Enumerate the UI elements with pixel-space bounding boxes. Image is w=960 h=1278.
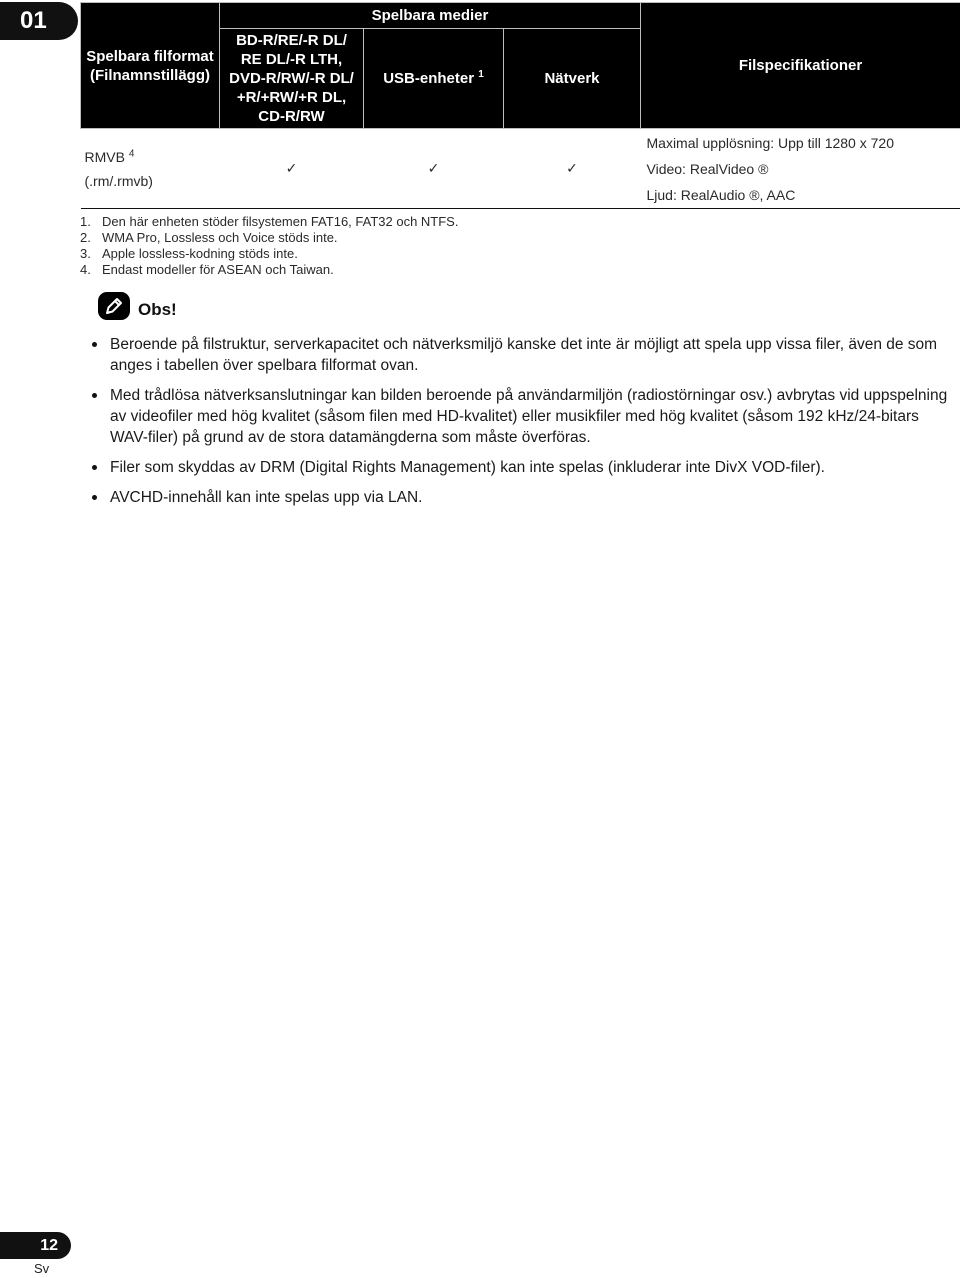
bullet-dot xyxy=(92,393,97,398)
note-title: Obs! xyxy=(138,300,177,319)
note-bullet-text: Beroende på filstruktur, serverkapacitet och nätverksmiljö kanske det inte är möjligt att spela upp vissa filer, även de som anges i tabellen över spelbara filformat ovan. xyxy=(110,336,938,374)
note-bullet-item xyxy=(92,457,956,478)
footnote-number: 2. xyxy=(80,230,91,245)
footnote-text: Apple lossless-kodning stöds inte. xyxy=(102,246,298,261)
bullet-dot xyxy=(92,465,97,470)
page-language: Sv xyxy=(34,1261,50,1276)
bullet-dot xyxy=(92,342,97,347)
footnote-number: 3. xyxy=(80,246,91,261)
disc-header: BD-R/RE/-R DL/ RE DL/-R LTH, DVD-R/RW/-R DL/ +R/+RW/+R DL, CD-R/RW xyxy=(220,29,364,129)
format-header: Spelbara filformat (Filnamnstillägg) xyxy=(81,3,220,129)
footnote-number: 1. xyxy=(80,214,91,229)
spec-video: Video: RealVideo ® xyxy=(646,160,769,177)
usb-header xyxy=(364,29,504,129)
spec-resolution: Maximal upplösning: Upp till 1280 x 720 xyxy=(646,134,894,151)
footnote-item xyxy=(80,262,458,278)
note-bullet-text: Med trådlösa nätverksanslutningar kan bilden beroende på användarmiljön (radiostörningar osv.) avbrytas vid uppspelning av videofiler med hög kvalitet (såsom filen med HD-kvalitet) eller musikfiler med hög kvalitet (såsom 192 kHz/24-bitars WAV-filer) på grund av de stora datamängderna som måste överföras. xyxy=(110,387,948,446)
network-support-check: ✓ xyxy=(504,129,641,209)
format-footnote-ref: 4 xyxy=(128,147,135,159)
specs-cell xyxy=(641,129,960,209)
note-bullet-text: AVCHD-innehåll kan inte spelas upp via LAN. xyxy=(110,489,423,506)
chapter-tab: 01 xyxy=(0,2,78,40)
page-number: 12 xyxy=(0,1232,71,1259)
note-bullet-text: Filer som skyddas av DRM (Digital Rights Management) kan inte spelas (inkluderar inte DivX VOD-filer). xyxy=(110,459,825,476)
spec-audio: Ljud: RealAudio ®, AAC xyxy=(646,186,796,203)
network-header: Nätverk xyxy=(504,29,641,129)
format-cell xyxy=(81,129,220,209)
note-bullet-item xyxy=(92,334,956,376)
specs-header: Filspecifikationer xyxy=(641,3,960,129)
bullet-dot xyxy=(92,495,97,500)
footnote-text: Endast modeller för ASEAN och Taiwan. xyxy=(102,262,334,277)
media-header: Spelbara medier xyxy=(220,3,641,29)
disc-support-check: ✓ xyxy=(220,129,364,209)
footnote-item xyxy=(80,214,458,230)
usb-header-label: USB-enheter xyxy=(383,70,475,87)
pencil-icon xyxy=(98,292,130,320)
note-bullet-item xyxy=(92,385,956,448)
usb-footnote-ref: 1 xyxy=(478,69,484,80)
usb-support-check: ✓ xyxy=(364,129,504,209)
footnote-text: WMA Pro, Lossless och Voice stöds inte. xyxy=(102,230,338,245)
format-name: RMVB xyxy=(84,148,125,165)
playable-media-table xyxy=(80,2,960,209)
note-bullet-list xyxy=(92,334,956,517)
footnote-number: 4. xyxy=(80,262,91,277)
note-bullet-item xyxy=(92,487,956,508)
footnotes xyxy=(80,214,458,278)
footnote-item xyxy=(80,230,458,246)
footnote-text: Den här enheten stöder filsystemen FAT16, FAT32 och NTFS. xyxy=(102,214,459,229)
footnote-item xyxy=(80,246,458,262)
format-extension: (.rm/.rmvb) xyxy=(84,172,153,189)
table-row xyxy=(81,129,960,209)
